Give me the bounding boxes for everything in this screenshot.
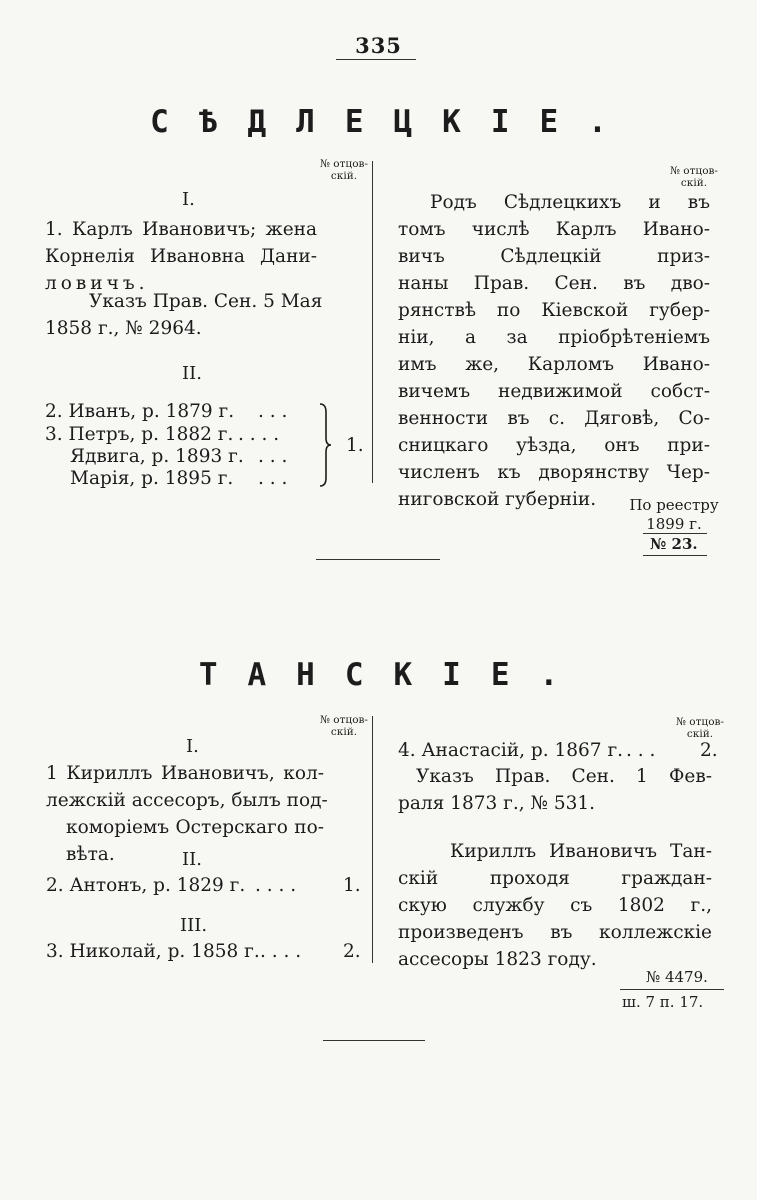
list-item: Ядвига, р. 1893 г. (70, 446, 244, 467)
entry-karl: 1. Карлъ Ивановичъ; жена Корнелія Ивановна Дани- ловичъ. (45, 219, 317, 294)
page-number-rule (336, 59, 416, 60)
registry-number: № 4479. (646, 968, 708, 986)
leader-dots: . . . (258, 446, 288, 467)
registry-rule (643, 533, 707, 534)
generation-heading: I. (182, 189, 195, 210)
section-divider (316, 559, 440, 560)
page-number: 335 (355, 33, 402, 58)
generation-heading: II. (182, 363, 202, 384)
registry-rule (643, 555, 707, 556)
description-sedletskie: Родъ Сѣдлецкихъ и въ томъ числѣ Карлъ Ивано- вичъ Сѣдлецкій приз- наны Прав. Сен. въ дво- рянствѣ по Кіевской губер- ніи, а за пріобрѣтеніемъ имъ же, Карломъ Ивано- вичемъ недвижимой собст- венности въ с. Дяговѣ, Со- сницкаго уѣзда, онъ при- численъ къ дворянству Чер- ниговской губерніи. (398, 192, 710, 510)
father-number: 2. (343, 941, 361, 962)
generation-heading: I. (186, 736, 199, 757)
section-title-sedletskie: СѢДЛЕЦКIЕ. (150, 104, 637, 140)
ukaz-tanskie: Указъ Прав. Сен. 1 Фев- раля 1873 г., № 531. (398, 766, 712, 814)
list-item: 3. Николай, р. 1858 г. (46, 941, 260, 962)
list-item: 4. Анастасій, р. 1867 г. (398, 740, 624, 761)
list-item: 2. Антонъ, р. 1829 г. (46, 875, 246, 896)
column-divider (372, 161, 373, 483)
registry-ref: ш. 7 п. 17. (622, 993, 704, 1011)
leader-dots: . . . (258, 401, 288, 422)
entry-kirill: 1 Кириллъ Ивановичъ, кол- лежскій ассесоръ, былъ под- коморіемъ Остерскаго по- вѣта. (46, 763, 328, 865)
leader-dots: . . . (258, 468, 288, 489)
generation-heading: II. (182, 849, 202, 870)
ukaz-sedletskie: Указъ Прав. Сен. 5 Мая 1858 г., № 2964. (45, 291, 323, 339)
leader-dots: . . . . (255, 875, 297, 896)
leader-dots: . . . (626, 740, 656, 761)
list-item: 2. Иванъ, р. 1879 г. (45, 401, 235, 422)
col-note-right: № отцов- скій. (670, 165, 718, 189)
leader-dots: . . . . (260, 941, 302, 962)
list-item: Марія, р. 1895 г. (70, 468, 234, 489)
col-note-left: № отцов- скій. (320, 158, 368, 182)
registry-rule (620, 989, 724, 990)
generation-heading: III. (180, 915, 208, 936)
col-note-left: № отцов- скій. (320, 714, 368, 738)
father-number: 2. (700, 740, 718, 761)
father-number: 1. (343, 875, 361, 896)
brace (318, 402, 332, 488)
registry-number: № 23. (650, 535, 698, 553)
list-item: 3. Петръ, р. 1882 г. (45, 424, 234, 445)
section-divider (323, 1040, 425, 1041)
section-title-tanskie: ТАНСКIЕ. (198, 657, 589, 693)
description-tanskie: Кириллъ Ивановичъ Тан- скій проходя граждан- скую службу съ 1802 г., произведенъ въ коллежскіе ассесоры 1823 году. (398, 841, 712, 970)
column-divider (372, 716, 373, 963)
registry-note: По реестру 1899 г. (629, 496, 719, 533)
col-note-right: № отцов- скій. (676, 716, 724, 740)
father-number: 1. (346, 435, 364, 456)
leader-dots: . . . . (238, 424, 280, 445)
